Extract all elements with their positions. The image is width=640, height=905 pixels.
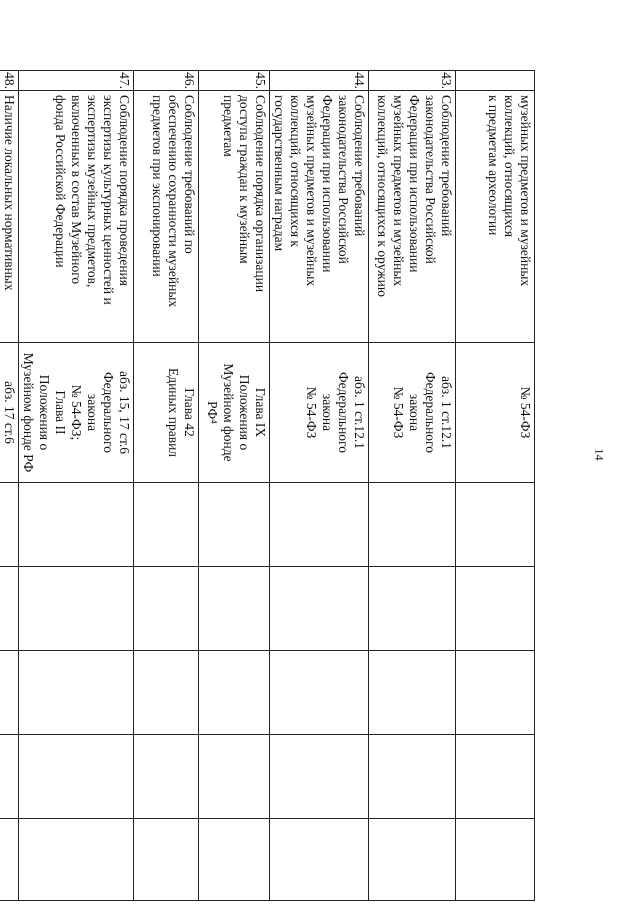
empty-answer-cell (0, 567, 19, 651)
legal-reference-line: № 54-ФЗ; (69, 384, 84, 441)
empty-answer-cell (456, 567, 535, 651)
row-number: 45. (199, 71, 270, 91)
empty-answer-cell (134, 819, 199, 901)
row-number: 44. (270, 71, 369, 91)
requirement-line: экспертизы культурных ценностей и (101, 95, 116, 305)
empty-answer-cell (19, 651, 134, 735)
empty-answer-cell (456, 483, 535, 567)
row-number: 46. (134, 71, 199, 91)
empty-answer-cell (270, 735, 369, 819)
legal-reference-line: абз. 15, 17 ст.6 (117, 370, 132, 455)
row-number: 48. (0, 71, 19, 91)
legal-reference-line: Федерального (101, 371, 116, 454)
legal-reference-line: № 54-ФЗ (518, 386, 533, 439)
legal-reference-cell (270, 343, 369, 483)
legal-reference-cell (134, 343, 199, 483)
empty-answer-cell (199, 819, 270, 901)
empty-answer-cell (19, 483, 134, 567)
empty-answer-cell (199, 735, 270, 819)
empty-answer-cell (369, 567, 456, 651)
empty-answer-cell (199, 651, 270, 735)
requirement-line: Федерации при использовании (320, 95, 335, 273)
requirement-line: музейных предметов и музейных (304, 95, 319, 287)
empty-answer-cell (134, 567, 199, 651)
empty-answer-cell (369, 483, 456, 567)
empty-answer-cell (199, 483, 270, 567)
requirement-line: Соблюдение требований (352, 95, 367, 237)
table-row (369, 71, 456, 901)
empty-answer-cell (199, 567, 270, 651)
requirement-line: Соблюдение требований по (182, 95, 197, 254)
requirement-line: государственным наградам (272, 95, 287, 252)
checklist-table (0, 70, 535, 901)
requirement-line: обеспечению сохранности музейных (166, 95, 181, 308)
requirement-line: коллекций, относящихся (502, 95, 517, 238)
page-number: 14 (592, 448, 607, 461)
legal-reference-cell (369, 343, 456, 483)
table-row (0, 71, 19, 901)
requirement-line: музейных предметов и музейных (518, 95, 533, 287)
table-row (270, 71, 369, 901)
requirement-cell (19, 91, 134, 343)
legal-reference-line: закона (407, 393, 422, 432)
legal-reference-cell (456, 343, 535, 483)
table-row (19, 71, 134, 901)
legal-reference-line: абз. 1 ст.12.1 (439, 376, 454, 449)
requirement-line: музейных предметов и музейных (391, 95, 406, 287)
legal-reference-line: абз. 1 ст.12.1 (352, 376, 367, 449)
empty-answer-cell (270, 819, 369, 901)
legal-reference-cell (0, 343, 19, 483)
empty-answer-cell (270, 483, 369, 567)
requirement-line: законодательства Российской (423, 95, 438, 264)
legal-reference-line: Федерального (336, 371, 351, 454)
requirement-line: доступа граждан к музейным (237, 95, 252, 264)
empty-answer-cell (0, 735, 19, 819)
empty-answer-cell (0, 819, 19, 901)
empty-answer-cell (19, 735, 134, 819)
empty-answer-cell (270, 651, 369, 735)
empty-answer-cell (19, 567, 134, 651)
requirement-line: Соблюдение требований (439, 95, 454, 237)
requirement-cell (0, 91, 19, 343)
requirement-cell (134, 91, 199, 343)
requirement-line: фонда Российской Федерации (53, 95, 68, 268)
requirement-line (0, 95, 1, 338)
legal-reference-line: закона (85, 393, 100, 432)
table-row (199, 71, 270, 901)
requirement-cell (456, 91, 535, 343)
requirement-line: законодательства Российской (336, 95, 351, 264)
empty-answer-cell (0, 483, 19, 567)
empty-answer-cell (270, 567, 369, 651)
empty-answer-cell (456, 819, 535, 901)
requirement-line: коллекций, относящихся к оружию (375, 95, 390, 297)
legal-reference-line: Единых правил (166, 367, 181, 458)
table-row (134, 71, 199, 901)
legal-reference-line: Федерального (423, 371, 438, 454)
row-number: 43. (369, 71, 456, 91)
legal-reference-line: Глава 42 (182, 388, 197, 437)
requirement-line: экспертизы музейных предметов, (85, 95, 100, 288)
requirement-line: предметов при экспонировании (150, 95, 165, 277)
legal-reference-line: РФ⁴ (205, 401, 220, 424)
requirement-line: включенных в состав Музейного (69, 95, 84, 285)
empty-answer-cell (369, 819, 456, 901)
requirement-line: Соблюдение порядка проведения (117, 95, 132, 286)
checklist-table-wrapper (2, 70, 535, 900)
empty-answer-cell (456, 735, 535, 819)
legal-reference-line: закона (320, 393, 335, 432)
empty-answer-cell (134, 651, 199, 735)
legal-reference-line: Музейном фонде РФ (21, 352, 36, 473)
legal-reference-line: Музейном фонде (221, 363, 236, 462)
empty-answer-cell (19, 819, 134, 901)
requirement-line: Соблюдение порядка организации (253, 95, 268, 293)
legal-reference-line: № 54-ФЗ (391, 386, 406, 439)
row-number: 47. (19, 71, 134, 91)
legal-reference-line: Глава IX (253, 387, 268, 438)
requirement-cell (199, 91, 270, 343)
empty-answer-cell (134, 483, 199, 567)
legal-reference-line: № 54-ФЗ (304, 386, 319, 439)
requirement-line: к предметам археологии (486, 95, 501, 236)
row-number (456, 71, 535, 91)
requirement-line: предметам (221, 95, 236, 157)
empty-answer-cell (369, 735, 456, 819)
legal-reference-cell (199, 343, 270, 483)
empty-answer-cell (369, 651, 456, 735)
requirement-cell (270, 91, 369, 343)
empty-answer-cell (456, 651, 535, 735)
legal-reference-cell (19, 343, 134, 483)
legal-reference-line: Положения о (237, 374, 252, 451)
empty-answer-cell (134, 735, 199, 819)
legal-reference-line: абз. 17 ст.6 (2, 381, 17, 444)
requirement-line: коллекций, относящихся к (288, 95, 303, 247)
requirement-cell (369, 91, 456, 343)
legal-reference-line (0, 347, 1, 478)
table-row (456, 71, 535, 901)
requirement-line: Федерации при использовании (407, 95, 422, 273)
legal-reference-line: Глава II (53, 390, 68, 435)
empty-answer-cell (0, 651, 19, 735)
legal-reference-line: Положения о (37, 374, 52, 451)
requirement-line: Наличие локальных нормативных (2, 95, 17, 291)
